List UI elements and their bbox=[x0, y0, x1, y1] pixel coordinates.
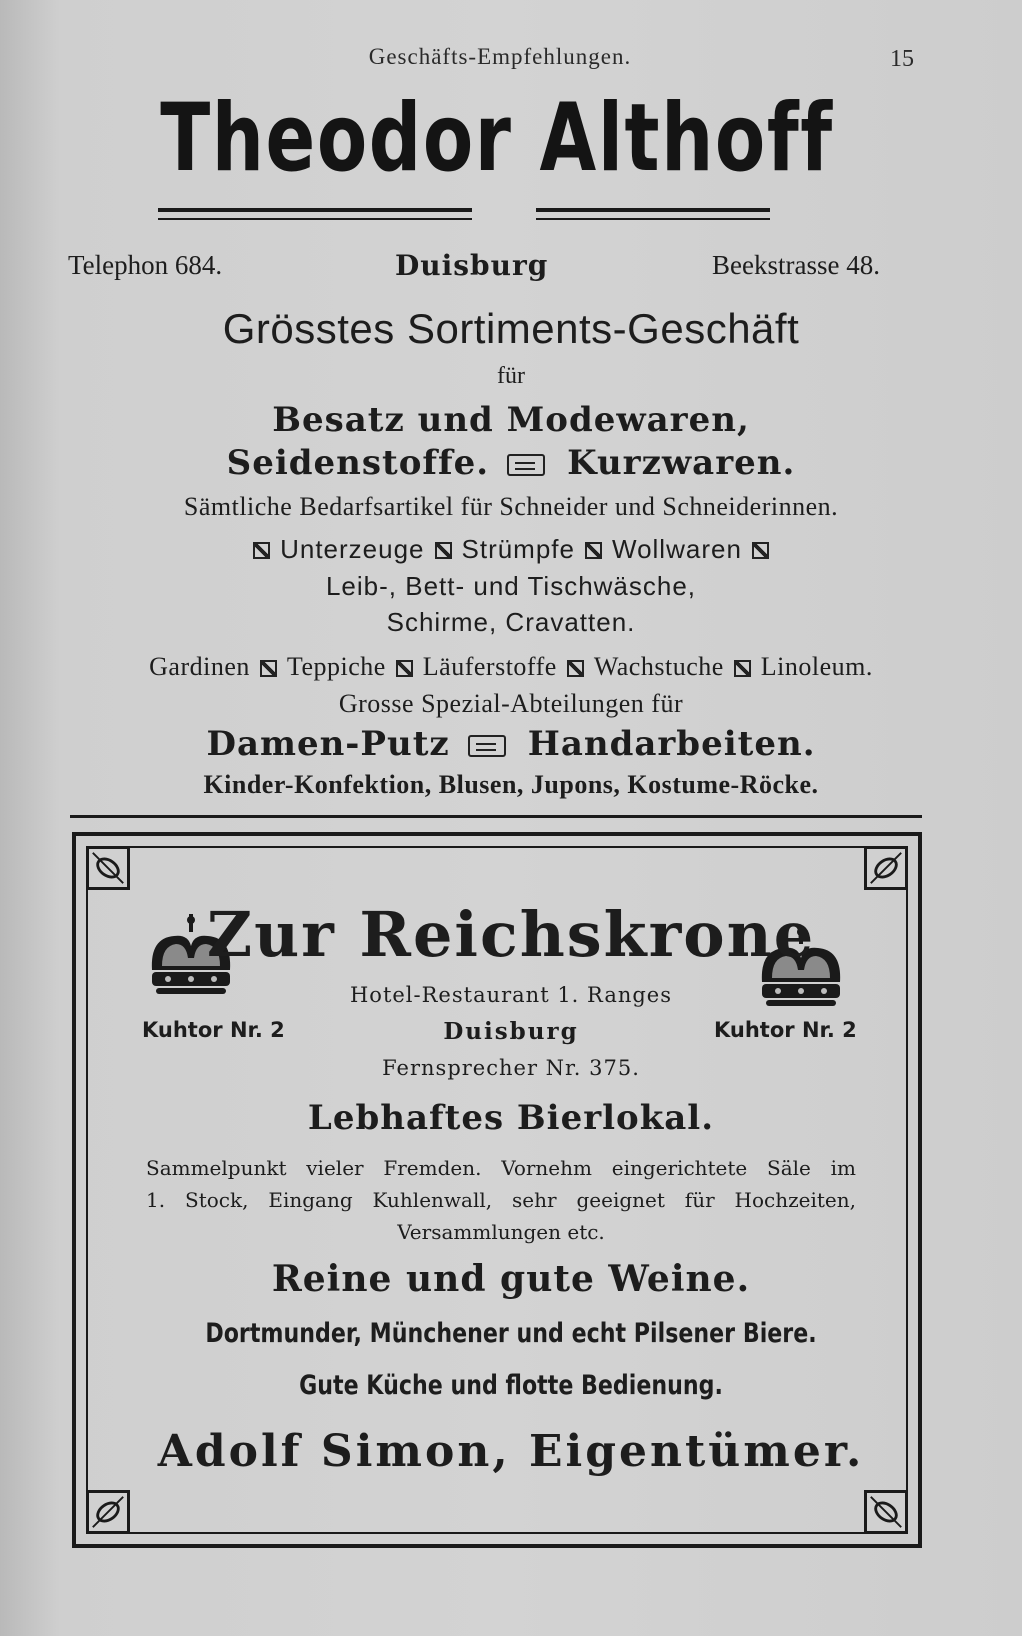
phone: Fernsprecher Nr. 375. bbox=[382, 1056, 640, 1080]
hotel-subtitle: Hotel-Restaurant 1. Ranges bbox=[349, 983, 673, 1007]
ornament-icon bbox=[468, 735, 506, 757]
brand-rule-right-2 bbox=[536, 218, 770, 220]
bullet-icon bbox=[567, 660, 584, 677]
brand-rule-left-2 bbox=[158, 218, 472, 220]
bullet-icon bbox=[396, 660, 413, 677]
item: Läuferstoffe bbox=[422, 652, 557, 681]
bullet-icon bbox=[435, 542, 452, 559]
corner-ornament-icon bbox=[86, 1490, 130, 1534]
line-kinder-konfektion: Kinder-Konfektion, Blusen, Jupons, Kostume-Röcke. bbox=[203, 770, 819, 799]
bullet-icon bbox=[752, 542, 769, 559]
brand-rule-left-1 bbox=[158, 208, 472, 212]
seidenstoffe: Seidenstoffe. bbox=[226, 443, 490, 483]
line-unterzeuge bbox=[0, 534, 1022, 565]
line-seidenstoffe bbox=[0, 443, 1022, 483]
description-line-3: Versammlungen etc. bbox=[397, 1220, 605, 1244]
item: Unterzeuge bbox=[280, 534, 425, 564]
brand-rule-right-1 bbox=[536, 208, 770, 212]
description-line-2: 1. Stock, Eingang Kuhlenwall, sehr geeignet für Hochzeiten, bbox=[146, 1188, 856, 1212]
bullet-icon bbox=[253, 542, 270, 559]
althoff-brand: Theodor Althoff bbox=[160, 84, 834, 193]
line-schirme: Schirme, Cravatten. bbox=[386, 607, 636, 637]
corner-ornament-icon bbox=[864, 1490, 908, 1534]
section-divider bbox=[70, 815, 922, 818]
line-bedarfsartikel: Sämtliche Bedarfsartikel für Schneider und Schneiderinnen. bbox=[183, 492, 839, 521]
address: Beekstrasse 48. bbox=[712, 250, 880, 280]
item: Wachstuche bbox=[593, 652, 724, 681]
handarbeiten: Handarbeiten. bbox=[527, 724, 816, 764]
item: Wollwaren bbox=[612, 534, 742, 564]
damen-putz: Damen-Putz bbox=[206, 724, 450, 764]
bullet-icon bbox=[260, 660, 277, 677]
headline: Grösstes Sortiments-Geschäft bbox=[222, 305, 800, 352]
bullet-icon bbox=[585, 542, 602, 559]
address-left: Kuhtor Nr. 2 bbox=[142, 1018, 285, 1042]
wines-line: Reine und gute Weine. bbox=[271, 1258, 751, 1300]
reichskrone-title: Zur Reichskrone bbox=[206, 898, 816, 971]
bullet-icon bbox=[734, 660, 751, 677]
city: Duisburg bbox=[395, 249, 549, 282]
kurzwaren: Kurzwaren. bbox=[567, 443, 796, 483]
line-waesche: Leib-, Bett- und Tischwäsche, bbox=[325, 571, 697, 601]
item: Gardinen bbox=[149, 652, 250, 681]
address-right: Kuhtor Nr. 2 bbox=[714, 1018, 857, 1042]
corner-ornament-icon bbox=[864, 846, 908, 890]
page-number: 15 bbox=[890, 46, 914, 72]
owner-line: Adolf Simon, Eigentümer. bbox=[157, 1426, 865, 1477]
fuer-label: für bbox=[497, 363, 525, 389]
line-gardinen bbox=[0, 652, 1022, 682]
kitchen-line: Gute Küche und flotte Bedienung. bbox=[299, 1370, 723, 1401]
telephone: Telephon 684. bbox=[68, 250, 223, 280]
line-damen-putz bbox=[0, 724, 1022, 764]
line-besatz: Besatz und Modewaren, bbox=[272, 400, 750, 440]
item: Teppiche bbox=[286, 652, 386, 681]
item: Strümpfe bbox=[461, 534, 575, 564]
beers-line: Dortmunder, Münchener und echt Pilsener Biere. bbox=[205, 1318, 817, 1349]
reichskrone-city: Duisburg bbox=[443, 1018, 579, 1045]
item: Linoleum. bbox=[760, 652, 873, 681]
ornament-icon bbox=[507, 454, 545, 476]
tagline: Lebhaftes Bierlokal. bbox=[307, 1098, 715, 1138]
corner-ornament-icon bbox=[86, 846, 130, 890]
line-spezial: Grosse Spezial-Abteilungen für bbox=[338, 689, 684, 718]
running-title: Geschäfts-Empfehlungen. bbox=[368, 44, 632, 69]
description-line-1: Sammelpunkt vieler Fremden. Vornehm eingerichtete Säle im bbox=[146, 1156, 856, 1180]
